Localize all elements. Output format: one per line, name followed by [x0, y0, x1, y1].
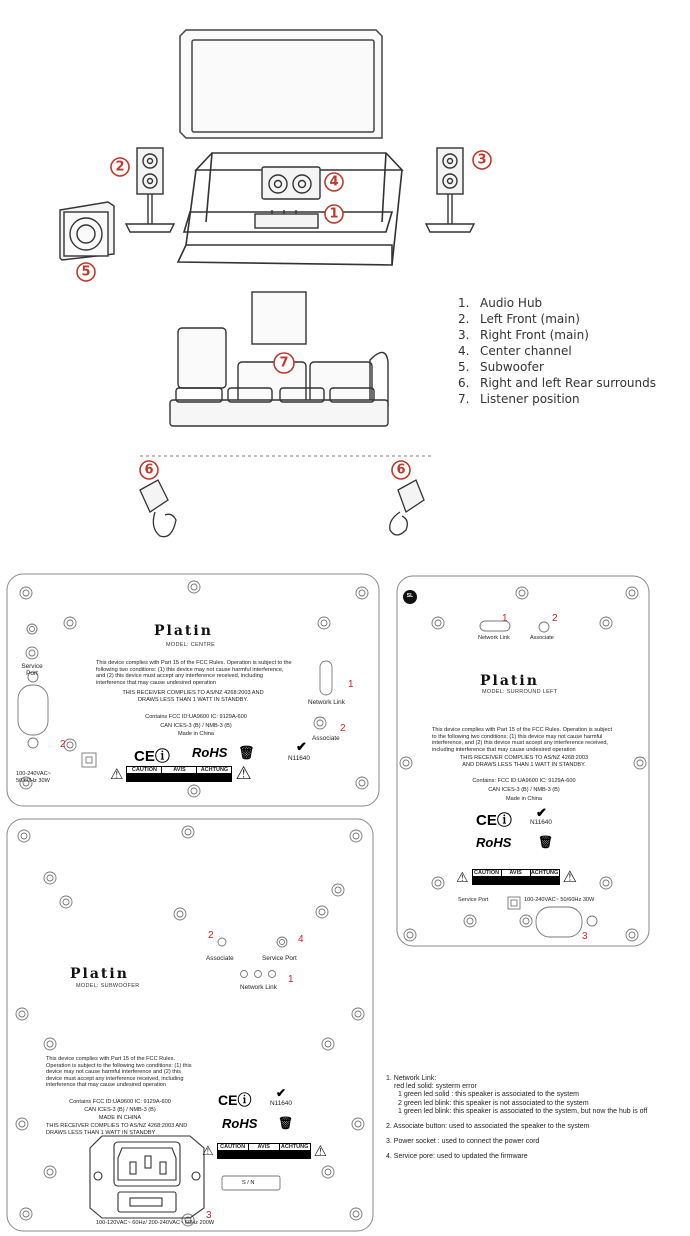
warning-labels: CAUTION AVIS ACHTUNG: [126, 766, 232, 782]
sub-associate: Associate: [206, 955, 234, 962]
sub-contains: Contains FCC ID:UA9600 IC: 9129A-600: [69, 1099, 171, 1105]
exclamation-warning-icon: ⚠: [235, 763, 252, 783]
centre-n-code: N11640: [288, 755, 310, 762]
connector-notes: [386, 1075, 647, 1162]
centre-rohs: RoHS: [192, 745, 228, 760]
surround-left-rear-panel: [396, 575, 650, 947]
sub-power: 100-120VAC~ 60Hz/ 200-240VAC~ 60Hz 200W: [95, 1220, 215, 1226]
note-3: 3. Power socket : used to connect the power cord: [386, 1138, 540, 1146]
svg-text:1: 1: [329, 206, 339, 222]
centre-ce-mark: CEⓘ: [134, 748, 170, 765]
sl-rohs: RoHS: [476, 835, 512, 850]
legend-item: 1. Audio Hub: [458, 296, 543, 310]
sl-made: Made in China: [505, 796, 543, 802]
sl-warning-strip: [456, 867, 577, 887]
sl-fcc-text: This device complies with Part 15 of the FCC Rules. Operation is subject to the following two conditions: (1) this device may not cause harmful interference, and (2) this device must accept any interference received, including interference that may cause undesired operation: [432, 727, 613, 753]
note-4: 4. Service pore: used to updated the firmware: [386, 1153, 528, 1161]
legend-item: 6. Right and left Rear surrounds: [458, 376, 657, 390]
callout-6-right: [392, 461, 410, 479]
left-front-speaker-illustration: [126, 148, 174, 232]
sub-ices: CAN ICES-3 (B) / NMB-3 (B): [84, 1107, 156, 1113]
sub-callout-4: 4: [298, 934, 304, 945]
sl-weee-icon: 🗑: [538, 835, 554, 849]
centre-speaker-rear-panel: [6, 573, 380, 807]
legend-item: 5. Subwoofer: [458, 360, 544, 374]
legend-item: 4. Center channel: [458, 344, 572, 358]
sl-power: 100-240VAC~ 50/60Hz 30W: [524, 897, 595, 903]
sl-model: MODEL: SURROUND LEFT: [482, 689, 558, 695]
sl-receiver-text: THIS RECEIVER COMPLIES TO AS/NZ 4268:2003 AND DRAWS LESS THAN 1 WATT IN STANDBY.: [459, 755, 589, 768]
sub-network-link: Network Link: [240, 984, 277, 991]
centre-power: 100-240VAC~ 50/60Hz 30W: [16, 771, 51, 784]
centre-fcc-text: This device complies with Part 15 of the FCC Rules. Operation is subject to the following two conditions: (1) this device may not cause harmful interference, and (2) this device must accept any interference received, including interference that may cause undesired operation: [96, 660, 292, 686]
centre-network-link: Network Link: [308, 699, 345, 706]
sub-service-port: Service Port: [262, 955, 297, 962]
centre-receiver-text: THIS RECEIVER COMPLIES TO AS/NZ 4268:2003 AND DRAWS LESS THAN 1 WATT IN STANDBY.: [122, 690, 264, 703]
note-1-line: red led solid: systerm error: [394, 1083, 477, 1091]
svg-text:6: 6: [144, 462, 154, 478]
sub-n-code: N11640: [270, 1100, 292, 1107]
centre-weee-icon: 🗑: [238, 745, 255, 760]
sub-receiver-text: THIS RECEIVER COMPLIES TO AS/NZ 4268:2003 AND DRAWS LESS THAN 1 WATT IN STANDBY: [46, 1123, 188, 1136]
sub-made: MADE IN CHINA: [98, 1115, 142, 1121]
svg-text:3: 3: [477, 152, 487, 168]
centre-brand: Platin: [154, 623, 213, 639]
note-1-line: 2 green led blink: this speaker is not associated to the system: [398, 1099, 589, 1107]
centre-warning-strip: [110, 763, 252, 784]
sub-callout-1: 1: [288, 974, 294, 985]
legend-item: 7. Listener position: [458, 392, 580, 406]
note-2: 2. Associate button: used to associated the speaker to the system: [386, 1123, 590, 1131]
subwoofer-rear-panel: [6, 818, 374, 1232]
speaker-legend: [458, 295, 656, 407]
sl-callout-3: 3: [582, 931, 588, 942]
sub-rohs: RoHS: [222, 1116, 258, 1131]
exclamation-warning-icon: ⚠: [562, 869, 577, 886]
centre-callout-2: 2: [60, 739, 66, 750]
sub-fcc-text: This device complies with Part 15 of the FCC Rules. Operation is subject to the following two conditions: (1) this device may not cause harmful interference and (2) this device must accept any interference received, including interference that may cause undesired operation: [46, 1056, 192, 1089]
note-1-title: 1. Network Link:: [386, 1075, 437, 1082]
centre-callout-2b: 2: [340, 723, 346, 734]
lightning-warning-icon: ⚠: [110, 765, 124, 783]
right-front-speaker-illustration: [426, 148, 474, 232]
warning-labels: CAUTION AVIS ACHTUNG: [472, 869, 560, 885]
centre-callout-1: 1: [348, 679, 354, 690]
sl-ce-mark: CEⓘ: [476, 812, 512, 829]
note-1-line: 1 green led solid : this speaker is associated to the system: [398, 1091, 579, 1099]
sl-service-port: Service Port: [458, 897, 489, 903]
note-1-line: 1 green led blink: this speaker is associated to the system, but now the hub is off: [398, 1107, 648, 1115]
callout-2: [111, 158, 129, 176]
svg-text:7: 7: [279, 355, 289, 371]
sub-weee-icon: 🗑: [278, 1116, 294, 1130]
centre-associate: Associate: [312, 735, 340, 742]
sub-callout-2: 2: [208, 930, 214, 941]
sub-brand: Platin: [70, 966, 129, 982]
sub-panel-outline: [6, 818, 374, 1232]
callout-7: [274, 353, 294, 373]
subwoofer-illustration: [60, 202, 114, 260]
svg-text:5: 5: [81, 264, 91, 280]
rear-right-surround-illustration: [390, 480, 424, 535]
centre-ices: CAN ICES-3 (B) / NMB-3 (B): [160, 723, 232, 729]
svg-text:6: 6: [396, 462, 406, 478]
sub-sn: S / N: [242, 1180, 255, 1186]
sl-network-link: Network Link: [478, 635, 510, 641]
callout-6-left: [140, 461, 158, 479]
callout-5: [77, 263, 95, 281]
sl-n-code: N11640: [530, 819, 552, 826]
sub-model: MODEL: SUBWOOFER: [76, 983, 140, 989]
warning-labels: CAUTION AVIS ACHTUNG: [217, 1143, 311, 1159]
sub-c-tick-icon: ✔: [276, 1086, 287, 1100]
center-speaker-illustration: [262, 167, 320, 199]
sl-contains: Contains: FCC ID:UA9600 IC: 9129A-600: [472, 778, 576, 784]
rear-left-surround-illustration: [140, 480, 176, 537]
callout-1: [325, 205, 343, 223]
sl-badge: SL: [406, 593, 414, 599]
sl-callout-2: 2: [552, 613, 558, 624]
svg-text:2: 2: [115, 159, 125, 175]
centre-model: MODEL: CENTRE: [166, 642, 216, 648]
sl-brand: Platin: [480, 673, 539, 689]
sub-ce-mark: CEⓘ: [218, 1092, 252, 1108]
legend-item: 3. Right Front (main): [458, 328, 589, 342]
sub-warning-strip: [202, 1142, 327, 1160]
svg-text:4: 4: [329, 174, 339, 190]
sl-associate: Associate: [530, 635, 554, 641]
centre-contains: Contains FCC ID:UA9600 IC: 9129A-600: [145, 714, 247, 720]
legend-item: 2. Left Front (main): [458, 312, 580, 326]
lightning-warning-icon: ⚠: [456, 868, 469, 885]
sl-ices: CAN ICES-3 (B) / NMB-3 (B): [488, 787, 560, 793]
callout-3: [473, 151, 491, 169]
sub-callout-3: 3: [206, 1210, 212, 1221]
centre-made: Made in China: [177, 731, 215, 737]
centre-service-port: Service Port: [21, 663, 43, 677]
lightning-warning-icon: ⚠: [202, 1143, 214, 1158]
callout-4: [325, 173, 343, 191]
centre-c-tick-icon: ✔: [296, 739, 307, 754]
sl-c-tick-icon: ✔: [536, 805, 547, 820]
exclamation-warning-icon: ⚠: [313, 1143, 328, 1160]
room-layout-diagram: [0, 0, 690, 560]
sl-callout-1: 1: [502, 613, 508, 624]
tv-illustration: [180, 30, 382, 138]
